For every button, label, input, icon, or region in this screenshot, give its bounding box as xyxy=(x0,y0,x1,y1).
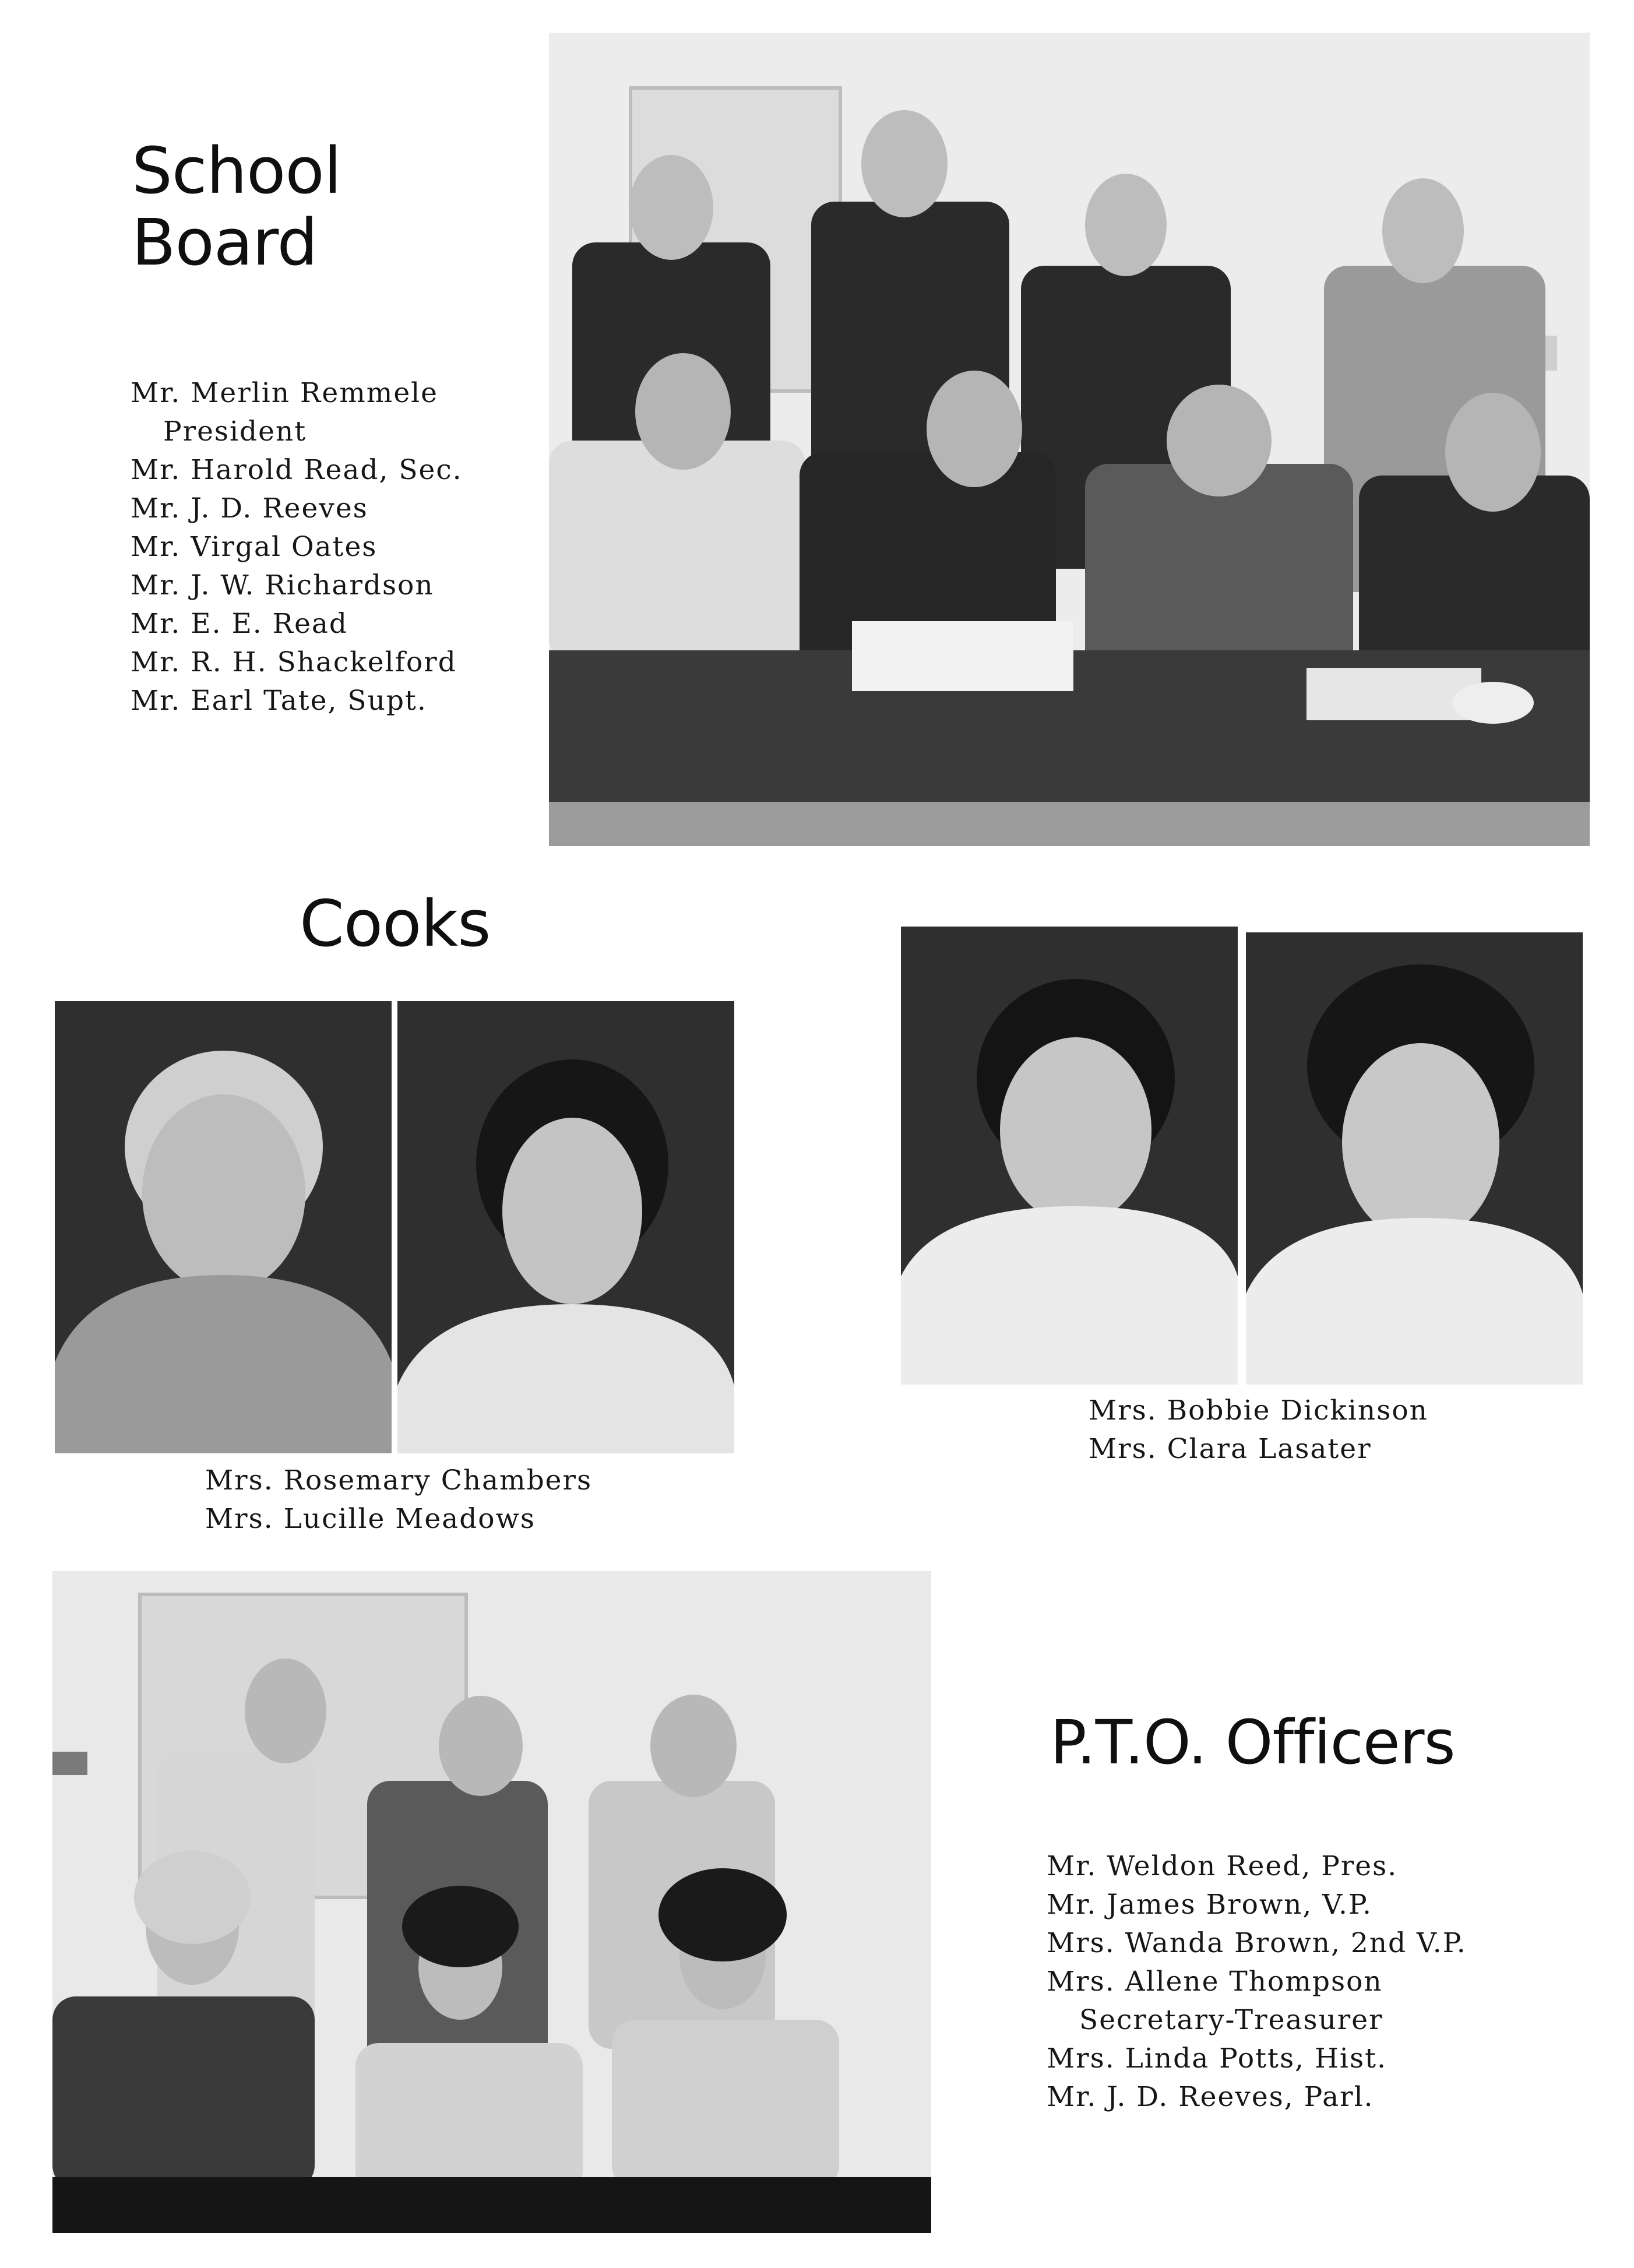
school-board-title-line2: Board xyxy=(132,205,318,280)
cook-portrait-3 xyxy=(901,927,1238,1385)
cook-portrait-4 xyxy=(1246,932,1583,1385)
list-item: Mrs. Allene Thompson xyxy=(1047,1966,1383,1998)
group-photo-icon xyxy=(52,1571,931,2233)
list-item: Mr. R. H. Shackelford xyxy=(131,646,457,678)
list-item: President xyxy=(163,415,307,448)
cooks-right-caption xyxy=(1089,1392,1428,1468)
cooks-left-caption xyxy=(205,1461,592,1538)
list-item: Mrs. Linda Potts, Hist. xyxy=(1047,2042,1387,2075)
list-item: Mr. Harold Read, Sec. xyxy=(131,454,463,486)
list-item: Mr. J. D. Reeves xyxy=(131,492,368,524)
portrait-photo-icon xyxy=(901,927,1238,1385)
list-item: Mr. Merlin Remmele xyxy=(131,377,438,409)
list-item: Mrs. Bobbie Dickinson xyxy=(1089,1394,1428,1427)
list-item: Mr. J. W. Richardson xyxy=(131,569,434,601)
list-item: Mrs. Rosemary Chambers xyxy=(205,1464,593,1496)
list-item: Mr. Weldon Reed, Pres. xyxy=(1047,1850,1398,1882)
portrait-photo-icon xyxy=(397,1001,734,1453)
cooks-title: Cooks xyxy=(300,886,491,961)
list-item: Mrs. Clara Lasater xyxy=(1089,1433,1372,1465)
list-item: Mr. E. E. Read xyxy=(131,608,348,640)
pto-officers-title: P.T.O. Officers xyxy=(1050,1707,1455,1778)
group-photo-icon xyxy=(549,33,1590,846)
pto-officers-member-list xyxy=(1047,1847,1467,2116)
list-item: Mr. Virgal Oates xyxy=(131,531,378,563)
list-item: Mrs. Lucille Meadows xyxy=(205,1503,536,1535)
cook-portrait-1 xyxy=(55,1001,392,1453)
portrait-photo-icon xyxy=(55,1001,392,1453)
school-board-group-photo xyxy=(549,33,1590,846)
list-item: Mr. Earl Tate, Supt. xyxy=(131,685,427,717)
list-item: Secretary-Treasurer xyxy=(1079,2004,1383,2036)
list-item: Mr. J. D. Reeves, Parl. xyxy=(1047,2081,1374,2113)
school-board-title xyxy=(132,135,341,279)
school-board-title-line1: School xyxy=(132,133,341,208)
list-item: Mr. James Brown, V.P. xyxy=(1047,1889,1372,1921)
pto-officers-group-photo xyxy=(52,1571,931,2233)
list-item: Mrs. Wanda Brown, 2nd V.P. xyxy=(1047,1927,1467,1959)
school-board-member-list xyxy=(131,374,463,720)
cook-portrait-2 xyxy=(397,1001,734,1453)
portrait-photo-icon xyxy=(1246,932,1583,1385)
